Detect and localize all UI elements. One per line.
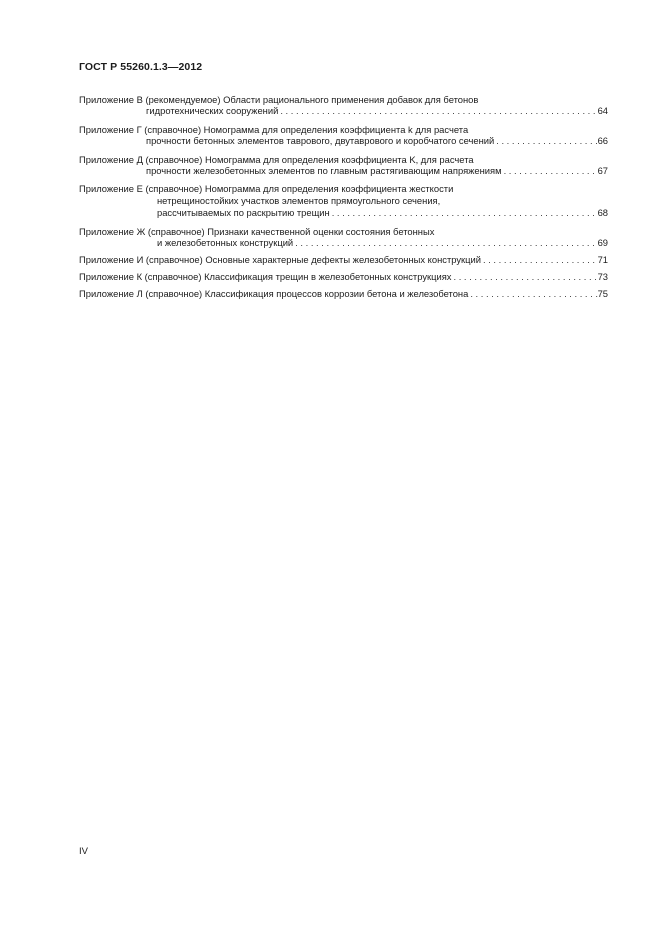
toc-entry-k-page: 73 [597, 271, 608, 282]
dot-leader [502, 165, 598, 176]
dot-leader [481, 254, 598, 265]
document-header: ГОСТ Р 55260.1.3—2012 [79, 61, 203, 73]
toc-entry-k-title: Приложение К (справочное) Классификация трещин в железобетонных конструкциях [79, 271, 452, 282]
toc-entry-d[interactable] [146, 165, 608, 176]
toc-entry-zh-line1: Приложение Ж (справочное) Признаки качественной оценки состояния бетонных [79, 226, 435, 237]
toc-entry-i-title: Приложение И (справочное) Основные характерные дефекты железобетонных конструкций [79, 254, 482, 265]
toc-entry-v-title: гидротехнических сооружений [146, 105, 279, 116]
toc-entry-d-title: прочности железобетонных элементов по главным растягивающим напряжениям [146, 165, 502, 176]
toc-entry-d-line1: Приложение Д (справочное) Номограмма для определения коэффициента K, для расчета [79, 154, 474, 165]
dot-leader [452, 271, 598, 282]
dot-leader [293, 237, 597, 248]
dot-leader [494, 135, 597, 146]
toc-entry-v-line1: Приложение В (рекомендуемое) Области рационального применения добавок для бетонов [79, 94, 479, 105]
page-number: IV [79, 846, 88, 857]
toc-entry-l-title: Приложение Л (справочное) Классификация процессов коррозии бетона и железобетона [79, 288, 469, 299]
toc-entry-e-title: рассчитываемых по раскрытию трещин [157, 207, 330, 218]
dot-leader [278, 105, 597, 116]
toc-entry-zh[interactable] [157, 237, 608, 248]
toc-entry-v-page: 64 [597, 105, 608, 116]
toc-entry-g-title: прочности бетонных элементов таврового, двутаврового и коробчатого сечений [146, 135, 495, 146]
toc-entry-zh-title: и железобетонных конструкций [157, 237, 294, 248]
toc-entry-g-line1: Приложение Г (справочное) Номограмма для определения коэффициента k для расчета [79, 124, 469, 135]
toc-entry-e-page: 68 [597, 207, 608, 218]
toc-entry-zh-page: 69 [597, 237, 608, 248]
toc-entry-e-line2: нетрещиностойких участков элементов прямоугольного сечения, [157, 195, 441, 206]
toc-entry-d-page: 67 [597, 165, 608, 176]
toc-entry-g-page: 66 [597, 135, 608, 146]
toc-entry-i[interactable] [79, 254, 608, 265]
toc-entry-v[interactable] [146, 105, 608, 116]
toc-entry-e-line1: Приложение Е (справочное) Номограмма для определения коэффициента жесткости [79, 183, 454, 194]
toc-entry-l-page: 75 [597, 288, 608, 299]
toc-entry-l[interactable] [79, 288, 608, 299]
toc-entry-g[interactable] [146, 135, 608, 146]
toc-entry-i-page: 71 [597, 254, 608, 265]
dot-leader [468, 288, 597, 299]
toc-entry-e[interactable] [157, 207, 608, 218]
dot-leader [330, 207, 598, 218]
toc-entry-k[interactable] [79, 271, 608, 282]
